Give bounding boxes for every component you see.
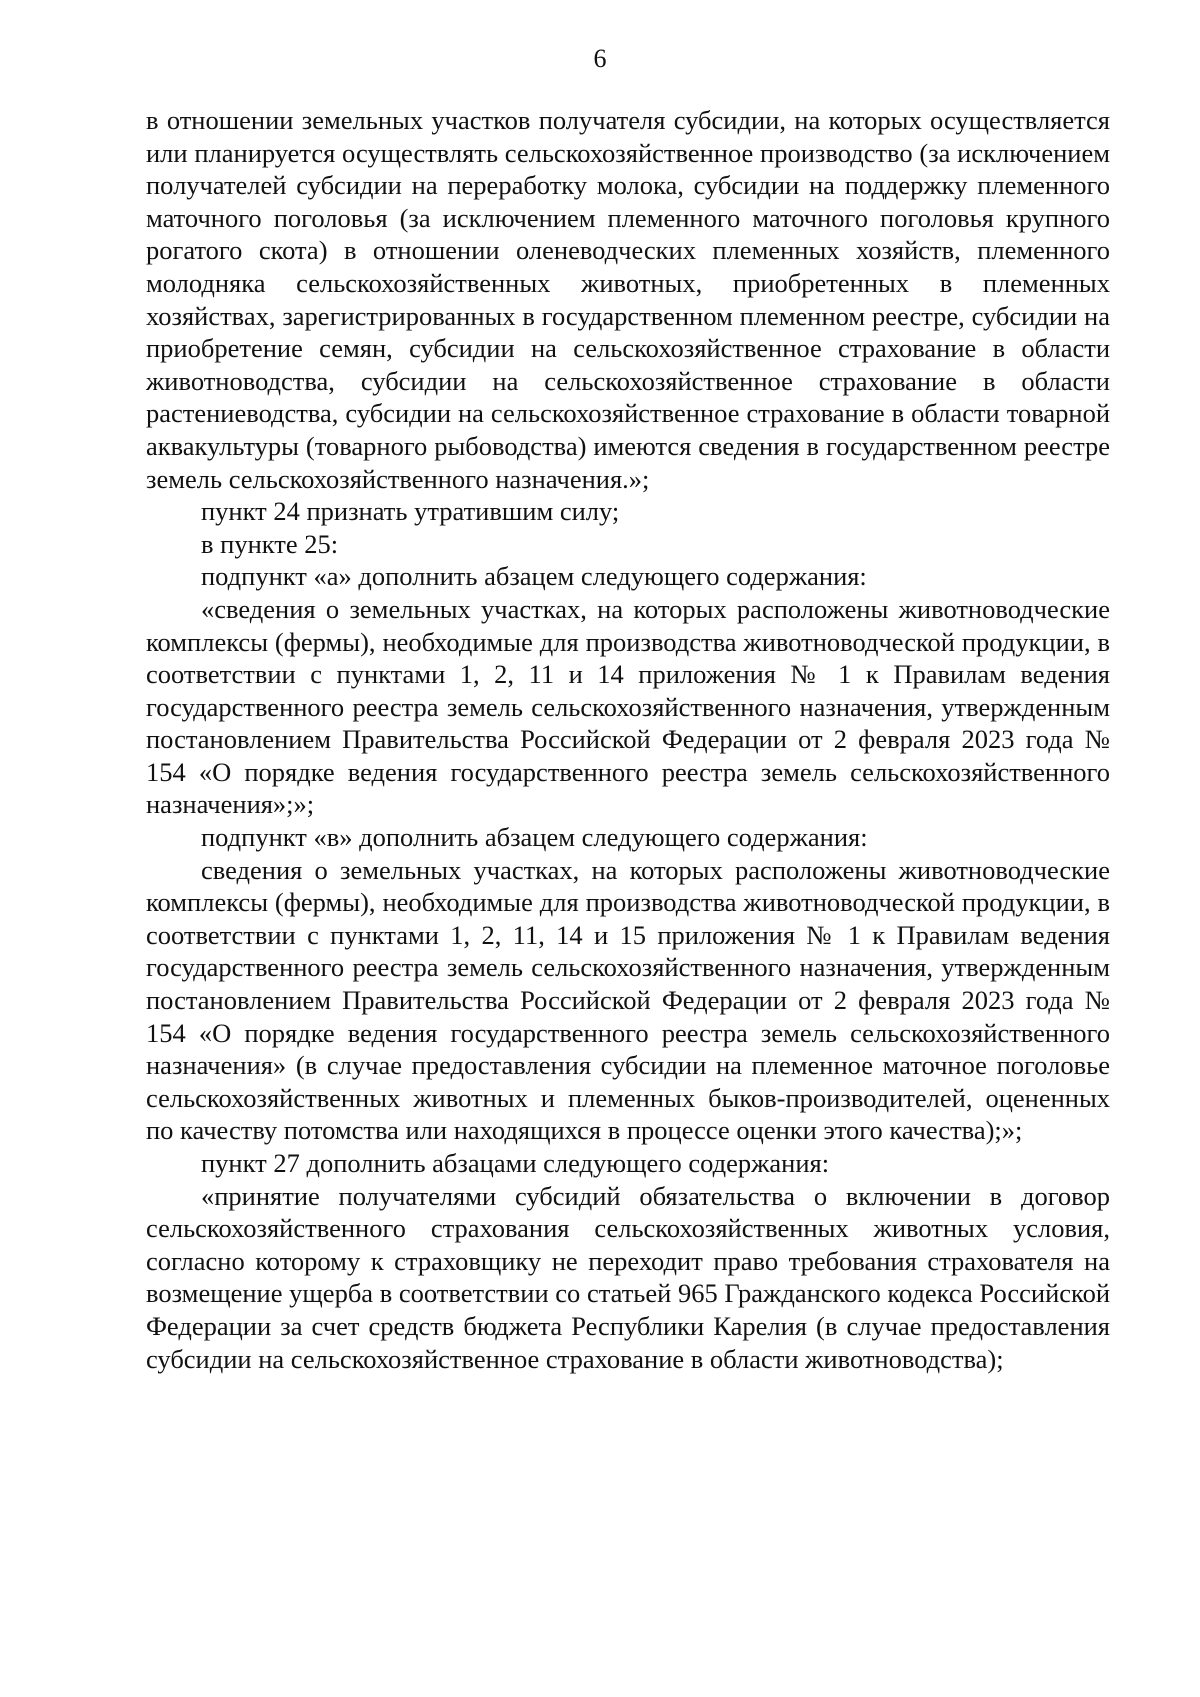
paragraph-land-plots-continuation: в отношении земельных участков получателя субсидии, на которых осуществляется или планируется осуществлять сельскохозяйственное производство (за исключением получателей субсидии на переработку молока, субсидии на поддержку племенного маточного поголовья (за исключением племенного маточного поголовья крупного рогатого скота) в отношении оленеводческих племенных хозяйств, племенного молодняка сельскохозяйственных животных, приобретенных в племенных хозяйствах, зарегистрированных в государственном племенном реестре, субсидии на приобретение семян, субсидии на сельскохозяйственное страхование в области животноводства, субсидии на сельскохозяйственное страхование в области растениеводства, субсидии на сельскохозяйственное страхование в области товарной аквакультуры (товарного рыбоводства) имеются сведения в государственном реестре земель сельскохозяйственного назначения.»; xyxy=(146,105,1110,494)
paragraph-item-27-intro: пункт 27 дополнить абзацами следующего содержания: xyxy=(201,1148,830,1178)
page-number: 6 xyxy=(593,44,607,73)
paragraph-item-27-text: «принятие получателями субсидий обязательства о включении в договор сельскохозяйственного страхования сельскохозяйственных животных условия, согласно которому к страховщику не переходит право требования страхователя на возмещение ущерба в соответствии со статьей 965 Гражданского кодекса Российской Федерации за счет средств бюджета Республики Карелия (в случае предоставления субсидии на сельскохозяйственное страхование в области животноводства); xyxy=(146,1180,1110,1374)
paragraph-item-24: пункт 24 признать утратившим силу; xyxy=(201,496,620,527)
paragraph-item-25-intro: в пункте 25: xyxy=(201,528,339,559)
document-body xyxy=(146,104,1110,1375)
paragraph-subitem-a-intro: подпункт «а» дополнить абзацем следующего содержания: xyxy=(201,561,867,592)
paragraph-subitem-v-intro: подпункт «в» дополнить абзацем следующего содержания: xyxy=(201,822,868,853)
paragraph-subitem-a-text: «сведения о земельных участках, на которых расположены животноводческие комплексы (фермы), необходимые для производства животноводческой продукции, в соответствии с пунктами 1, 2, 11 и 14 приложения № 1 к Правилам ведения государственного реестра земель сельскохозяйственного назначения, утвержденным постановлением Правительства Российской Федерации от 2 февраля 2023 года № 154 «О порядке ведения государственного реестра земель сельскохозяйственного назначения»;»; xyxy=(146,593,1110,820)
paragraph-subitem-v-text: сведения о земельных участках, на которых расположены животноводческие комплексы (фермы), необходимые для производства животноводческой продукции, в соответствии с пунктами 1, 2, 11, 14 и 15 приложения № 1 к Правилам ведения государственного реестра земель сельскохозяйственного назначения, утвержденным постановлением Правительства Российской Федерации от 2 февраля 2023 года № 154 «О порядке ведения государственного реестра земель сельскохозяйственного назначения» (в случае предоставления субсидии на племенное маточное поголовье сельскохозяйственных животных и племенных быков-производителей, оцененных по качеству потомства или находящихся в процессе оценки этого качества);»; xyxy=(146,854,1110,1146)
